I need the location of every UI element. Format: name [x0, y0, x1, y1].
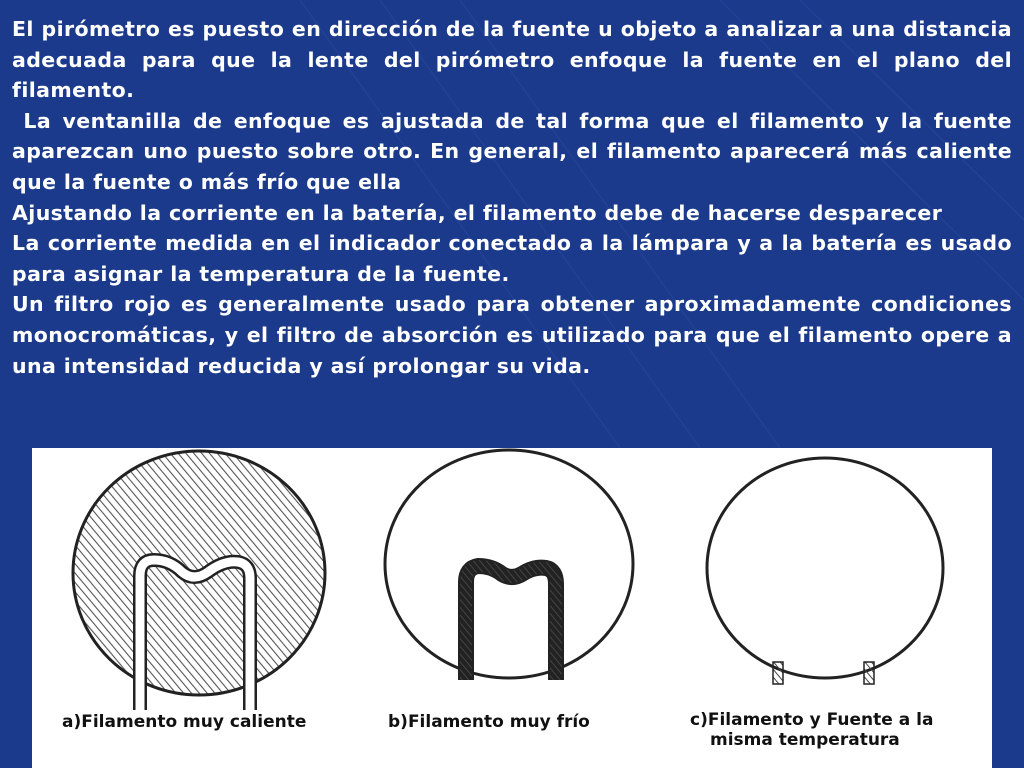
paragraph-1: El pirómetro es puesto en dirección de la fuente u objeto a analizar a una distancia adecuada para que la lente del pirómetro enfoque la fuente en el plano del filamento. [12, 17, 1012, 103]
paragraph-3: Ajustando la corriente en la batería, el filamento debe de hacerse desparecer [12, 200, 943, 225]
caption-c [690, 710, 980, 750]
caption-b: b)Filamento muy frío [388, 712, 590, 732]
diagram-b [385, 450, 633, 680]
paragraph-4: La corriente medida en el indicador conectado a la lámpara y a la batería es usado para asignar la temperatura de la fuente. [12, 231, 1012, 286]
paragraph-5: Un filtro rojo es generalmente usado para obtener aproximadamente condiciones monocromáticas, y el filtro de absorción es utilizado para que el filamento opere a una intensidad reducida y así prolongar su vida. [12, 292, 1012, 378]
paragraph-2: La ventanilla de enfoque es ajustada de tal forma que el filamento y la fuente aparezcan uno puesto sobre otro. En general, el filamento aparecerá más caliente que la fuente o más frío que ella [12, 108, 1020, 194]
diagram-c [707, 458, 943, 684]
caption-c-line1: c)Filamento y Fuente a la [690, 710, 934, 730]
caption-a: a)Filamento muy caliente [62, 712, 307, 732]
caption-c-line2: misma temperatura [710, 730, 900, 750]
slide-body-text [12, 14, 1020, 381]
diagram-a [73, 451, 325, 710]
filament-diagram [32, 448, 992, 768]
